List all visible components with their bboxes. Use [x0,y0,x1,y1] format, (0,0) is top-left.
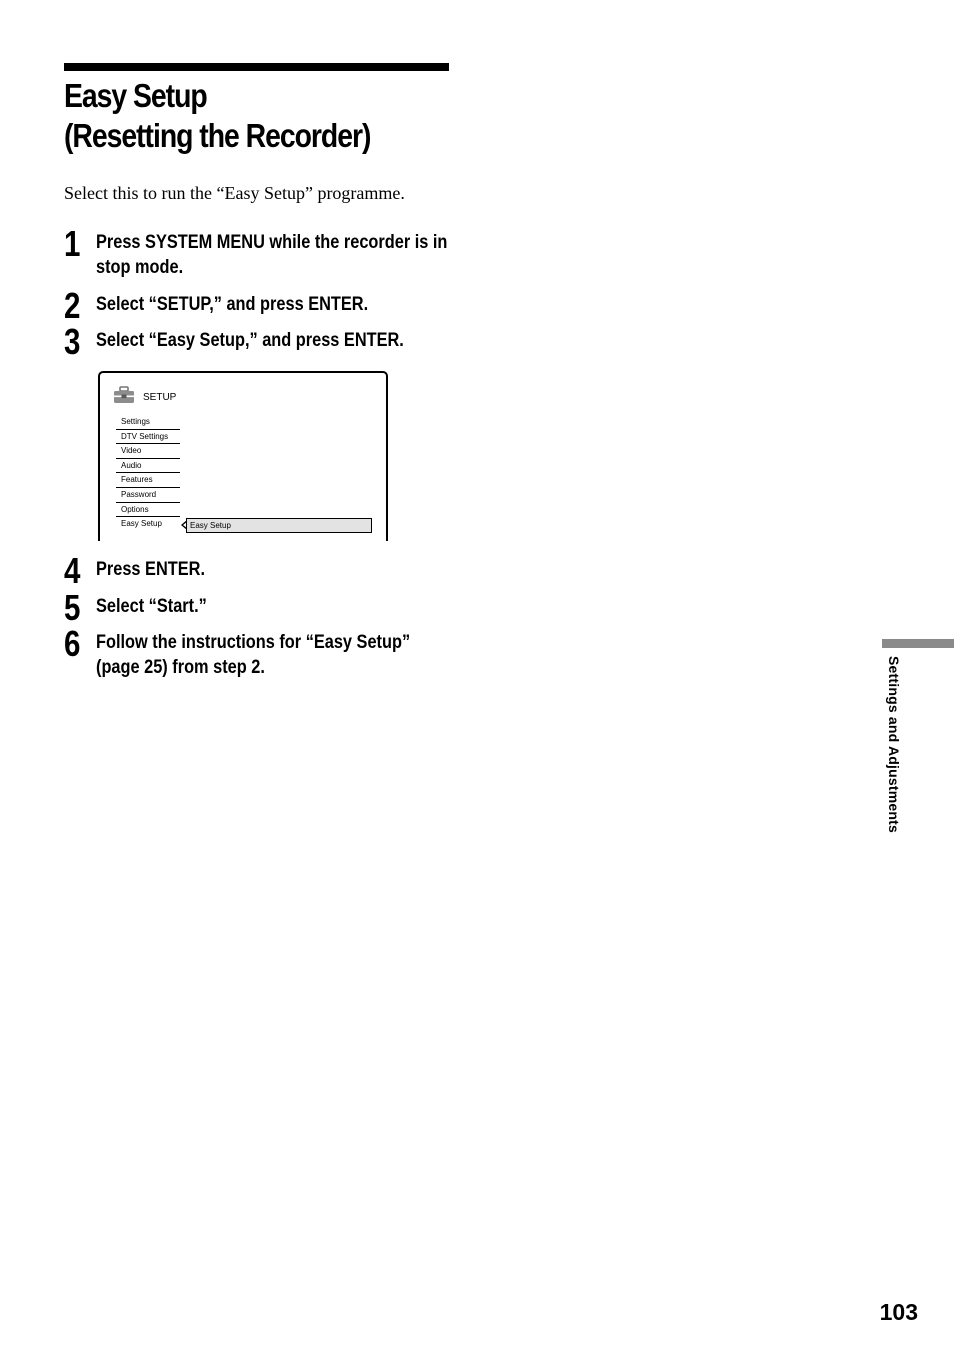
step-number: 6 [64,623,81,664]
step-text: Select “Start.” [96,596,207,617]
page-title [64,76,370,156]
step-text: Select “Easy Setup,” and press ENTER. [96,330,404,351]
menu-item-video[interactable]: Video [116,444,180,459]
section-label: Settings and Adjustments [886,656,902,833]
step-text: Press ENTER. [96,559,205,580]
page-title-line1: Easy Setup [64,77,207,114]
menu-item-options[interactable]: Options [116,503,180,518]
page-number: 103 [879,1299,918,1325]
page-title-line2: (Resetting the Recorder) [64,117,371,154]
toolbox-icon [113,386,135,404]
title-rule [64,63,449,71]
setup-label: SETUP [143,392,177,403]
intro-text: Select this to run the “Easy Setup” programme. [64,183,405,203]
menu-item-features[interactable]: Features [116,473,180,488]
section-tab [882,639,954,648]
step-number: 1 [64,223,81,264]
step-text: Press SYSTEM MENU while the recorder is in stop mode. [96,232,448,278]
menu-item-easy-setup[interactable]: Easy Setup [121,519,162,529]
step-text: Select “SETUP,” and press ENTER. [96,294,369,315]
step-number: 5 [64,587,81,628]
menu-item-audio[interactable]: Audio [116,459,180,474]
menu-item-dtv-settings[interactable]: DTV Settings [116,430,180,445]
submenu-easy-setup[interactable]: Easy Setup [186,518,372,533]
step-number: 2 [64,285,81,326]
menu-item-password[interactable]: Password [116,488,180,503]
step-number: 4 [64,550,81,591]
step-number: 3 [64,321,81,362]
menu-item-settings[interactable]: Settings [116,415,180,430]
setup-menu [116,415,180,531]
step-text: Follow the instructions for “Easy Setup” (page 25) from step 2. [96,632,411,678]
setup-screen [98,371,388,541]
